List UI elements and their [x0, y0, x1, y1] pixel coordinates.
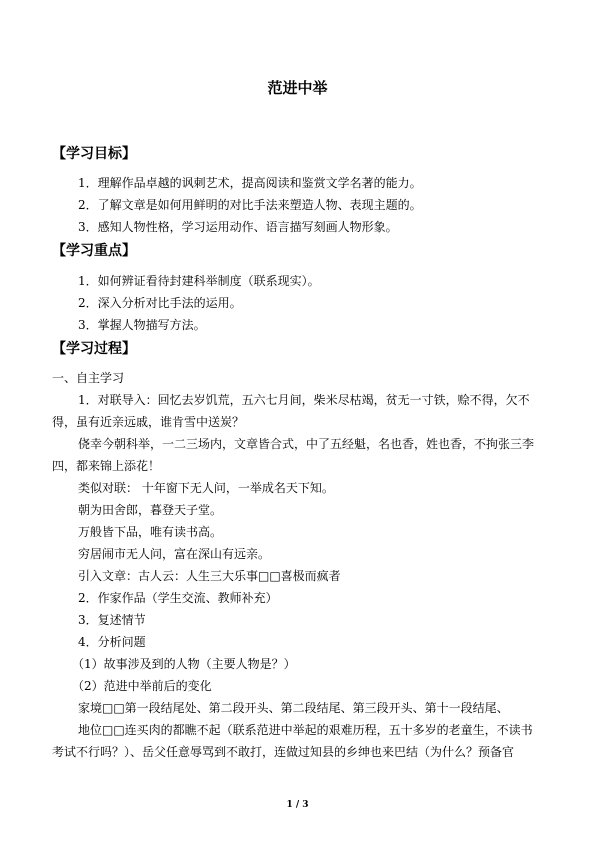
process-line: 侥幸今朝科举，一二三场内，文章皆合式，中了五经魁，名也香，姓也香，不拘张三李	[78, 437, 535, 451]
focus-item: 2．深入分析对比手法的运用。	[78, 296, 242, 310]
process-line: 万般皆下品，唯有读书高。	[78, 525, 223, 539]
focus-item: 1．如何辨证看待封建科举制度（联系现实）。	[78, 274, 320, 288]
goal-item: 2．了解文章是如何用鲜明的对比手法来塑造人物、表现主题的。	[78, 198, 422, 212]
section-heading-focus: 【学习重点】	[52, 243, 136, 259]
process-line: 穷居闹市无人问，富在深山有远亲。	[78, 547, 271, 561]
process-line: 1．对联导入：回忆去岁饥荒，五六七月间，柴米尽枯竭，贫无一寸铁，赊不得，欠不	[78, 393, 530, 407]
process-line: 类似对联： 十年窗下无人问，一举成名天下知。	[78, 481, 334, 495]
process-line: 朝为田舍郎，暮登天子堂。	[78, 503, 223, 517]
process-line: 考试不行吗？）、岳父任意辱骂到不敢打，连做过知县的乡绅也来巴结（为什么？预备官	[52, 745, 515, 759]
page-number: 1 / 3	[286, 800, 309, 810]
process-line: （1）故事涉及到的人物（主要人物是？）	[72, 657, 296, 671]
process-line: 家境□□第一段结尾处、第二段开头、第二段结尾、第三段开头、第十一段结尾、	[78, 701, 509, 715]
process-line: 4．分析问题	[78, 635, 146, 649]
focus-item: 3．掌握人物描写方法。	[78, 318, 206, 332]
section-heading-goals: 【学习目标】	[52, 146, 136, 162]
process-line: 2．作家作品（学生交流、教师补充）	[78, 591, 278, 605]
section-heading-process: 【学习过程】	[52, 341, 136, 357]
page-title: 范进中举	[267, 79, 328, 97]
process-line: 一、自主学习	[52, 371, 125, 385]
process-line: （2）范进中举前后的变化	[72, 679, 212, 693]
goal-item: 3．感知人物性格，学习运用动作、语言描写刻画人物形象。	[78, 220, 398, 234]
goal-item: 1．理解作品卓越的讽刺艺术，提高阅读和鉴赏文学名著的能力。	[78, 176, 422, 190]
process-line: 地位□□连买肉的都瞧不起（联系范进中举起的艰难历程，五十多岁的老童生，不读书	[78, 723, 533, 737]
process-line: 得，虽有近亲远戚，谁肯雪中送炭？	[52, 415, 245, 429]
process-line: 3．复述情节	[78, 613, 146, 627]
process-line: 四，都来锦上添花！	[52, 459, 161, 473]
process-line: 引入文章：古人云：人生三大乐事□□喜极而疯者	[78, 569, 341, 583]
